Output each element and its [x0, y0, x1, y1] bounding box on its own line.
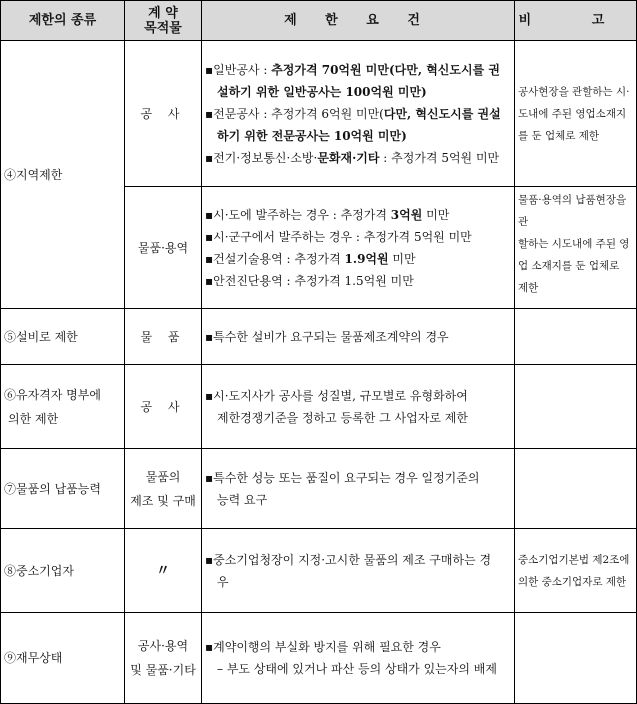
req-qualified-line2: 제한경쟁기준을 정하고 등록한 그 사업자로 제한	[217, 410, 468, 425]
req-safety-diagnosis: ▪안전진단용역 : 추정가격 1.5억원 미만	[205, 273, 414, 288]
row-regional-construction	[1, 41, 637, 187]
req-sme-line2: 우	[217, 574, 229, 589]
note-construction-line1: 공사현장을 관할하는 시·	[518, 85, 630, 98]
note-goods-line3: 업 소재지를 둔 업체로	[518, 260, 620, 272]
target-construction: 공 사	[125, 41, 202, 187]
note-goods-line1: 물품·용역의 납품현장을 관	[518, 194, 627, 228]
req-province-order	[205, 204, 511, 226]
requirements-sme	[202, 529, 515, 613]
requirements-goods-service	[202, 187, 515, 309]
note-financial	[515, 613, 637, 704]
req-engineering-service	[205, 248, 511, 270]
req-province-limit: 3억원	[390, 207, 423, 222]
req-financial-line2: – 부도 상태에 있거나 파산 등의 상태가 있는자의 배제	[217, 662, 497, 676]
row-qualified-list	[1, 365, 637, 449]
req-specialty-exception: 다만, 혁신도시를 권설	[383, 106, 501, 121]
requirements-delivery	[202, 449, 515, 529]
note-goods-line2: 할하는 시도내에 주된 영	[518, 238, 630, 250]
req-province-label: ▪시·도에 발주하는 경우 : 추정가격	[205, 207, 391, 222]
category-qualified-line1: ⑥유자격자 명부에	[4, 387, 101, 402]
target-goods-service: 물품·용역	[125, 187, 202, 309]
target-financial	[125, 613, 202, 704]
category-facility: ⑤설비로 제한	[1, 309, 125, 365]
note-sme	[515, 529, 637, 613]
requirements-construction	[202, 41, 515, 187]
note-goods-service	[515, 187, 637, 309]
category-financial: ⑨재무상태	[1, 613, 125, 704]
target-financial-line2: 및 물품·기타	[130, 663, 196, 677]
req-electrical-etc	[205, 147, 511, 169]
target-sme-ditto: 〃	[125, 529, 202, 613]
category-qualified	[1, 365, 125, 449]
req-electrical-limit: : 추정가격 5억원 미만	[379, 150, 500, 165]
header-target-line1: 계 약	[148, 5, 178, 21]
header-target-line2: 목적물	[144, 20, 182, 36]
req-specialty-label: ▪전문공사 : 추정가격 6억원 미만(	[205, 106, 384, 121]
note-sme-line2: 의한 중소기업자로 제한	[518, 575, 627, 588]
header-target	[125, 1, 202, 41]
row-financial	[1, 613, 637, 704]
header-row	[1, 1, 637, 41]
req-general-limit: 추정가격 70억원 미만(다만, 혁신도시를 권	[271, 62, 500, 77]
target-delivery	[125, 449, 202, 529]
req-engineering-label: ▪건설기술용역 : 추정가격	[205, 251, 345, 266]
target-financial-line1: 공사·용역	[137, 639, 189, 653]
req-delivery-line1: ▪특수한 성능 또는 품질이 요구되는 경우 일정기준의	[205, 470, 480, 485]
req-city-order: ▪시·군구에서 발주하는 경우 : 추정가격 5억원 미만	[205, 229, 472, 244]
req-cultural-label: 문화재·기타	[317, 150, 380, 165]
category-delivery: ⑦물품의 납품능력	[1, 449, 125, 529]
target-delivery-line2: 제조 및 구매	[130, 493, 196, 508]
note-construction-line3: 를 둔 업체로 제한	[518, 129, 600, 142]
note-delivery	[515, 449, 637, 529]
category-regional: ④지역제한	[1, 41, 125, 309]
note-sme-line1: 중소기업기본법 제2조에	[518, 553, 630, 566]
req-province-suffix: 미만	[422, 207, 450, 222]
note-qualified	[515, 365, 637, 449]
header-requirements: 제 한 요 건	[202, 1, 515, 41]
note-facility	[515, 309, 637, 365]
req-qualified-line1: ▪시·도지사가 공사를 성질별, 규모별로 유형화하여	[205, 388, 468, 403]
req-sme-line1: ▪중소기업청장이 지정·고시한 물품의 제조 구매하는 경	[205, 552, 492, 567]
row-sme	[1, 529, 637, 613]
req-general-label: ▪일반공사 :	[205, 62, 272, 77]
req-specialty-construction	[205, 103, 511, 125]
header-note: 비 고	[515, 1, 637, 41]
note-goods-line4: 제한	[518, 282, 539, 294]
note-construction-line2: 도내에 주된 영업소재지	[518, 107, 627, 120]
req-engineering-suffix: 미만	[388, 251, 416, 266]
header-type: 제한의 종류	[1, 1, 125, 41]
requirements-facility: ▪특수한 설비가 요구되는 물품제조계약의 경우	[202, 309, 515, 365]
req-electrical-label: ▪전기·정보통신·소방·	[205, 150, 318, 165]
req-delivery-line2: 능력 요구	[217, 492, 268, 507]
target-qualified: 공 사	[125, 365, 202, 449]
row-delivery-capacity	[1, 449, 637, 529]
requirements-financial	[202, 613, 515, 704]
req-general-construction	[205, 59, 511, 81]
req-general-innovation: 설하기 위한 일반공사는 100억원 미만)	[217, 84, 427, 99]
row-facility	[1, 309, 637, 365]
target-facility: 물 품	[125, 309, 202, 365]
req-specialty-innovation: 하기 위한 전문공사는 10억원 미만)	[217, 128, 407, 143]
requirements-qualified	[202, 365, 515, 449]
category-sme: ⑧중소기업자	[1, 529, 125, 613]
req-financial-line1: ▪계약이행의 부실화 방지를 위해 필요한 경우	[205, 640, 441, 654]
target-delivery-line1: 물품의	[145, 469, 181, 484]
note-construction	[515, 41, 637, 187]
category-qualified-line2: 의한 제한	[8, 411, 59, 426]
req-engineering-limit: 1.9억원	[344, 251, 389, 266]
